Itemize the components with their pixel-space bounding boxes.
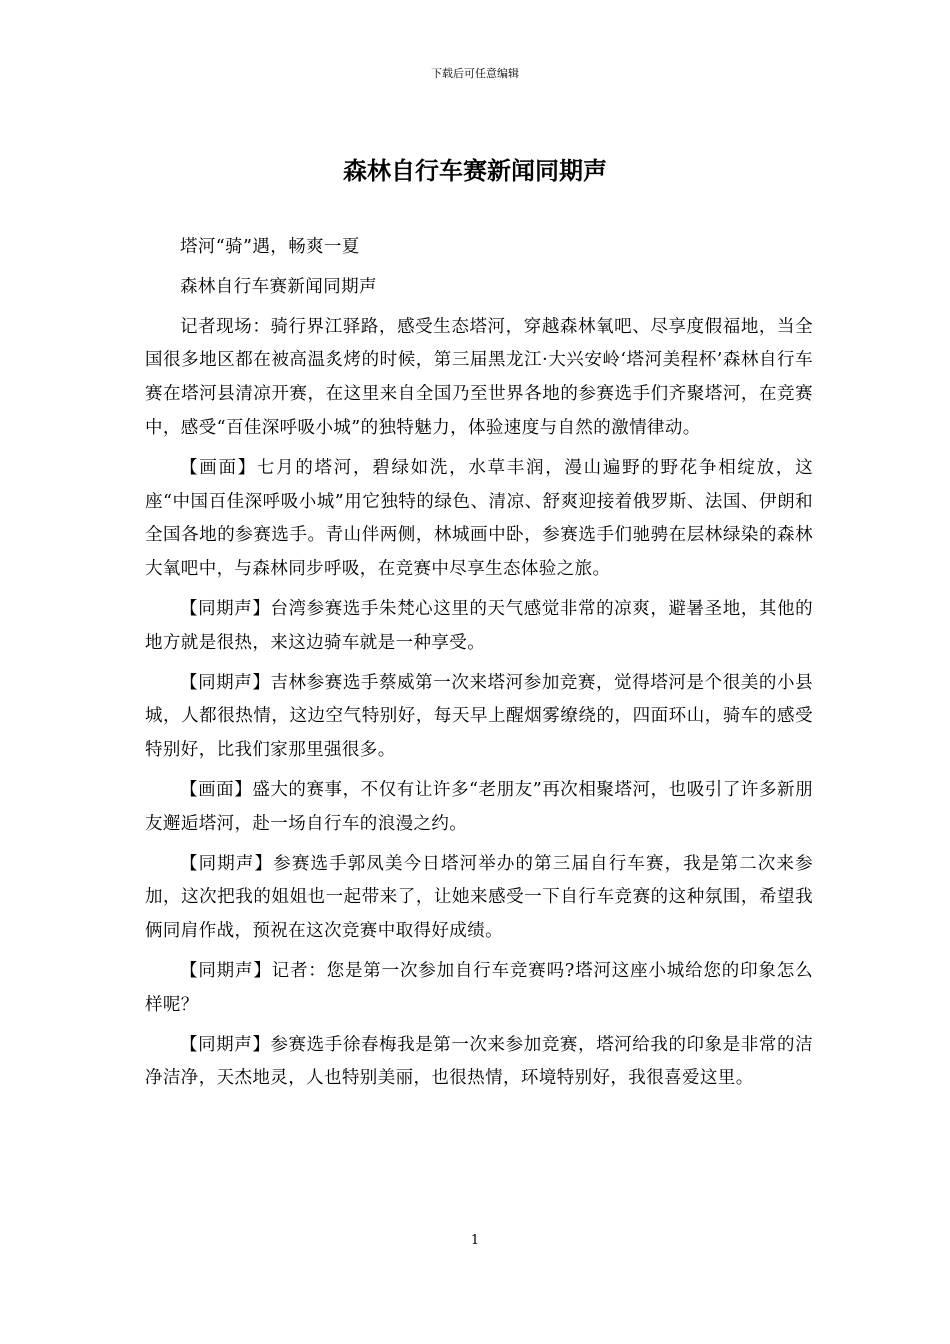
- paragraph-subtitle: 塔河“骑”遇，畅爽一夏: [180, 237, 360, 257]
- paragraph-quote-jilin: 【同期声】吉林参赛选手蔡威第一次来塔河参加竞赛，觉得塔河是个很美的小县城，人都很热情，这边空气特别好，每天早上醒烟雾缭绕的，四面环山，骑车的感受特别好，比我们家那里强很多。: [145, 672, 813, 761]
- paragraph-repeat-title: 森林自行车赛新闻同期声: [180, 276, 377, 297]
- paragraph-scene-july: 【画面】七月的塔河，碧绿如洗，水草丰润，漫山遍野的野花争相绽放，这座“中国百佳深呼吸小城”用它独特的绿色、清凉、舒爽迎接着俄罗斯、法国、伊朗和全国各地的参赛选手。青山伴两侧，林城画中卧，参赛选手们驰骋在层林绿染的森林大氧吧中，与森林同步呼吸，在竞赛中尽享生态体验之旅。: [145, 457, 813, 580]
- paragraph-quote-guo: 【同期声】参赛选手郭凤美今日塔河举办的第三届自行车赛，我是第二次来参加，这次把我的姐姐也一起带来了，让她来感受一下自行车竞赛的这种氛围，希望我俩同肩作战，预祝在这次竞赛中取得好成绩。: [145, 853, 813, 942]
- paragraph-reporter-scene: 记者现场：骑行界江驿路，感受生态塔河，穿越森林氧吧、尽享度假福地，当全国很多地区都在被高温炙烤的时候，第三届黑龙江·大兴安岭‘塔河美程杯’森林自行车赛在塔河县清凉开赛，在这里来自全国乃至世界各地的参赛选手们齐聚塔河，在竞赛中，感受“百佳深呼吸小城”的独特魅力，体验速度与自然的激情律动。: [145, 316, 813, 438]
- paragraph-quote-xu: 【同期声】参赛选手徐春梅我是第一次来参加竞赛，塔河给我的印象是非常的洁净洁净，天杰地灵，人也特别美丽，也很热情，环境特别好，我很喜爱这里。: [145, 1034, 813, 1089]
- paragraph-scene-event: 【画面】盛大的赛事，不仅有让许多“老朋友”再次相聚塔河，也吸引了许多新朋友邂逅塔河，赴一场自行车的浪漫之约。: [145, 779, 813, 834]
- document-body: [145, 231, 813, 1102]
- paragraph-quote-taiwan: 【同期声】台湾参赛选手朱梵心这里的天气感觉非常的凉爽，避暑圣地，其他的地方就是很热，来这边骑车就是一种享受。: [145, 598, 813, 653]
- document-title: 森林自行车赛新闻同期声: [343, 157, 607, 185]
- paragraph-quote-reporter: 【同期声】记者：您是第一次参加自行车竞赛吗?塔河这座小城给您的印象怎么样呢？: [145, 960, 813, 1015]
- page-header-note: 下载后可任意编辑: [431, 67, 519, 80]
- page-number: 1: [470, 1233, 480, 1248]
